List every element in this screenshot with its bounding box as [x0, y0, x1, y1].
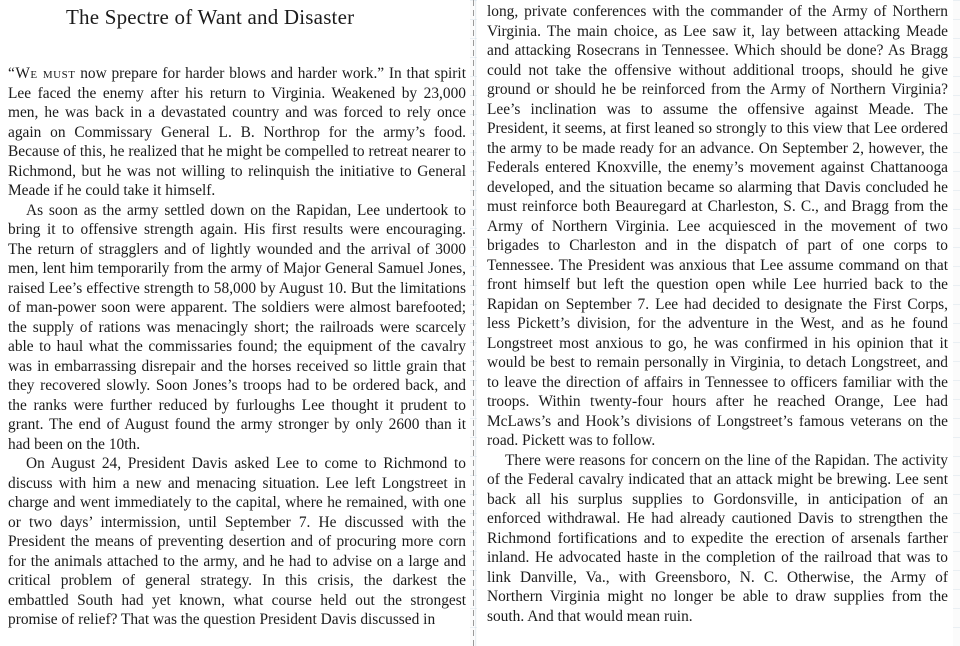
paragraph-5: There were reasons for concern on the line of the Rapidan. The activity of the Federal cavalry indicated that an attack might be brewing. Lee sent back all his surplus supplies to Gordonsville, in anticipation of an enforced withdrawal. He had already cautioned Davis to strengthen the Richmond fortifications and to expedite the erection of arsenals farther inland. He advocated haste in the completion of the railroad that was to link Danville, Va., with Greensboro, N. C. Otherwise, the Army of Northern Virginia might no longer be able to draw supplies from the south. And that would mean ruin.: [487, 451, 948, 625]
paragraph-3: On August 24, President Davis asked Lee to come to Richmond to discuss with him a new and menacing situation. Lee left Longstreet in charge and went immediately to the capital, where he remained, with one or two days’ intermission, until September 7. He discussed with the President the means of preventing desertion and of procuring more corn for the animals attached to the army, and he had to advise on a large and critical problem of general strategy. In this crisis, the darkest the embattled South had yet known, what course held out the strongest promise of relief? That was the question President Davis discussed in: [8, 455, 466, 628]
left-column: [0, 0, 470, 646]
paragraph-1: [8, 64, 466, 201]
paragraph-1-lead: “We must: [8, 65, 76, 82]
column-divider: [471, 0, 476, 646]
paragraph-1-body: now prepare for harder blows and harder work.” In that spirit Lee faced the enemy after his return to Virginia. Weakened by 23,000 men, he was back in a devastated country and was forced to rely once again on Commissary General L. B. Northrop for the army’s food. Because of this, he realized that he might be compelled to retreat nearer to Richmond, but he was not willing to relinquish the initiative to General Meade if he could take it himself.: [8, 65, 466, 199]
page-title: The Spectre of Want and Disaster: [66, 5, 355, 29]
paragraph-2: As soon as the army settled down on the Rapidan, Lee undertook to bring it to offensive strength again. His first results were encouraging. The return of stragglers and of lightly wounded and the arrival of 3000 men, lent him temporarily from the army of Major General Samuel Jones, raised Lee’s effective strength to 58,000 by August 10. But the limitations of man-power soon were apparent. The soldiers were almost barefooted; the supply of rations was menacingly short; the railroads were scarcely able to haul what the commissaries found; the equipment of the cavalry was in embarrassing disrepair and the horses received so little grain that they recovered slowly. Soon Jones’s troops had to be ordered back, and the ranks were further reduced by furloughs Lee thought it prudent to grant. The end of August found the army stronger by only 2600 than it had been on the 10th.: [8, 201, 466, 453]
right-column: [477, 0, 953, 646]
paragraph-4: long, private conferences with the commander of the Army of Northern Virginia. The main choice, as Lee saw it, lay between attacking Meade and attacking Rosecrans in Tennessee. Which should be done? As Bragg could not take the offensive without additional troops, should he give ground or should he be reinforced from the Army of Northern Virginia? Lee’s inclination was to assume the offensive against Meade. The President, it seems, at first leaned so strongly to this view that Lee ordered the army to be made ready for an advance. On September 2, however, the Federals entered Knoxville, the enemy’s movement against Chattanooga developed, and the situation became so alarming that Davis concluded he must reinforce both Beauregard at Charleston, S. C., and Bragg from the Army of Northern Virginia. Lee acquiesced in the movement of two brigades to Charleston and in the dispatch of part of one corps to Tennessee. The President was anxious that Lee assume command on that front himself but left the question open while Lee hurried back to the Rapidan on September 7. Lee had decided to designate the First Corps, less Pickett’s division, for the adventure in the West, and as he found Longstreet most anxious to go, he was confirmed in his opinion that it would be best to remain personally in Virginia, to detach Longstreet, and to leave the direction of affairs in Tennessee to officers familiar with the troops. Within twenty-four hours after he reached Orange, Lee had McLaws’s and Hook’s divisions of Longstreet’s famous veterans on the road. Pickett was to follow.: [487, 3, 948, 449]
